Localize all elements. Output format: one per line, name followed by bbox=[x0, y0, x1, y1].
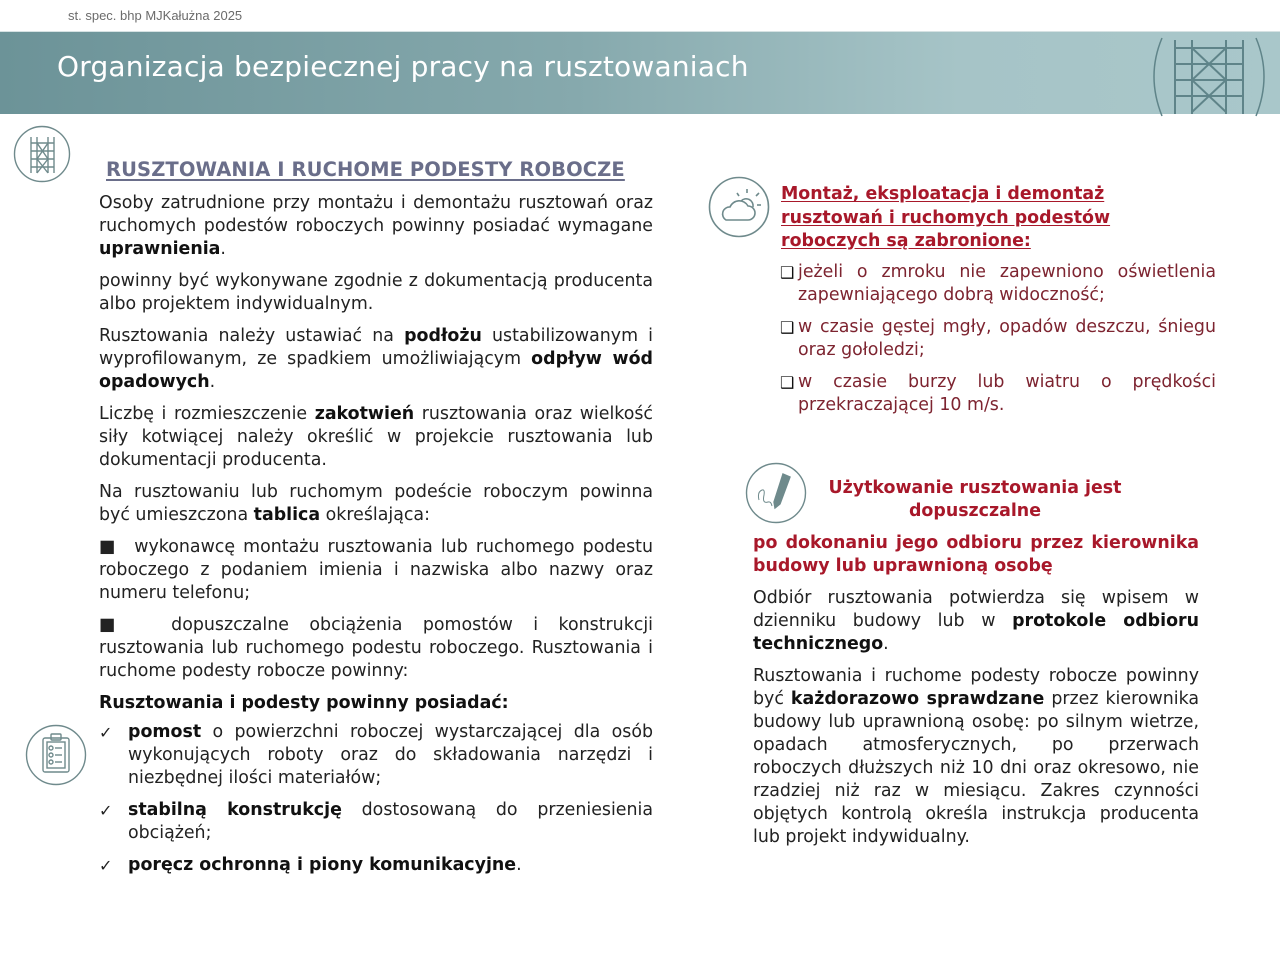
paragraph-anchors: Liczbę i rozmieszczenie zakotwień rusztowania oraz wielkość siły kotwiącej należy określić w projekcie rusztowania lub dokumentacji producenta. bbox=[99, 404, 653, 470]
paragraph-ground: Rusztowania należy ustawiać na podłożu ustabilizowanym i wyprofilowanym, ze spadkiem umożliwiającym odpływ wód opadowych. bbox=[99, 326, 654, 392]
forbidden-item: ❑ w czasie gęstej mgły, opadów deszczu, śniegu oraz gołoledzi; bbox=[780, 317, 1216, 360]
clipboard-checklist-icon bbox=[25, 724, 87, 786]
weather-cloud-sun-icon bbox=[708, 176, 770, 238]
forbidden-item: ❑ jeżeli o zmroku nie zapewniono oświetlenia zapewniającego dobrą widoczność; bbox=[780, 262, 1216, 305]
scaffolding-icon bbox=[1150, 34, 1268, 118]
requirements-list bbox=[99, 721, 653, 877]
paragraph-sign: Na rusztowaniu lub ruchomym podeście roboczym powinna być umieszczona tablica określająca: bbox=[99, 482, 653, 525]
paragraph-qualifications: Osoby zatrudnione przy montażu i demontażu rusztowań oraz ruchomych podestów roboczych powinny posiadać wymagane uprawnienia. bbox=[99, 193, 653, 259]
requirement-item: ✓ stabilną konstrukcję dostosowaną do przeniesienia obciążeń; bbox=[99, 800, 653, 843]
square-bullet-icon: ■ bbox=[99, 615, 131, 635]
requirement-item: ✓ poręcz ochronną i piony komunikacyjne. bbox=[99, 855, 522, 875]
allowed-use-heading: Użytkowanie rusztowania jest dopuszczalne bbox=[828, 478, 1122, 521]
requirements-heading: Rusztowania i podesty powinny posiadać: bbox=[99, 693, 509, 713]
forbidden-conditions-list bbox=[780, 261, 1216, 426]
paragraph-documentation: powinny być wykonywane zgodnie z dokumentacją producenta albo projektem indywidualnym. bbox=[99, 271, 653, 314]
allowed-use-condition: po dokonaniu jego odbioru przez kierownika budowy lub uprawnioną osobę bbox=[753, 533, 1199, 576]
bullet-item: ■ wykonawcę montażu rusztowania lub ruchomego podestu roboczego z podaniem imienia i nazwiska albo nazwy oraz numeru telefonu; bbox=[99, 537, 654, 603]
forbidden-heading: Montaż, eksploatacja i demontaż rusztowań i ruchomych podestów roboczych są zabronione: bbox=[781, 184, 1111, 251]
section-heading: RUSZTOWANIA I RUCHOME PODESTY ROBOCZE bbox=[106, 158, 625, 181]
square-bullet-icon: ■ bbox=[99, 537, 119, 557]
checkmark-icon: ✓ bbox=[99, 856, 113, 875]
page-title: Organizacja bezpiecznej pracy na rusztowaniach bbox=[57, 50, 749, 83]
checkbox-bullet-icon: ❑ bbox=[780, 373, 795, 392]
checkmark-icon: ✓ bbox=[99, 801, 113, 820]
left-column bbox=[99, 192, 653, 886]
paragraph-inspection: Rusztowania i ruchome podesty robocze powinny być każdorazowo sprawdzane przez kierownika budowy lub uprawnioną osobę: po silnym wietrze, opadach atmosferycznych, po przerwach roboczych dłuższych niż 10 dni oraz okresowo, nie rzadziej niż raz w miesiącu. Zakres czynności objętych kontrolą określa instrukcja producenta lub projekt indywidualny. bbox=[753, 666, 1199, 847]
requirement-item: ✓ pomost o powierzchni roboczej wystarczającej dla osób wykonujących roboty oraz do składowania narzędzi i niezbędnej ilości materiałów; bbox=[99, 722, 653, 788]
author-credit: st. spec. bhp MJKałużna 2025 bbox=[68, 8, 243, 23]
title-banner bbox=[0, 31, 1280, 114]
bullet-item: ■ dopuszczalne obciążenia pomostów i konstrukcji rusztowania lub ruchomego podestu roboczego. Rusztowania i ruchome podesty robocze powinny: bbox=[99, 615, 653, 681]
checkbox-bullet-icon: ❑ bbox=[780, 318, 795, 337]
checkbox-bullet-icon: ❑ bbox=[780, 263, 795, 282]
right-column bbox=[753, 587, 1199, 858]
scaffolding-circle-icon bbox=[13, 125, 71, 183]
paragraph-acceptance: Odbiór rusztowania potwierdza się wpisem w dzienniku budowy lub w protokole odbioru technicznego. bbox=[753, 588, 1199, 654]
checkmark-icon: ✓ bbox=[99, 723, 113, 742]
forbidden-item: ❑ w czasie burzy lub wiatru o prędkości przekraczającej 10 m/s. bbox=[780, 372, 1216, 415]
